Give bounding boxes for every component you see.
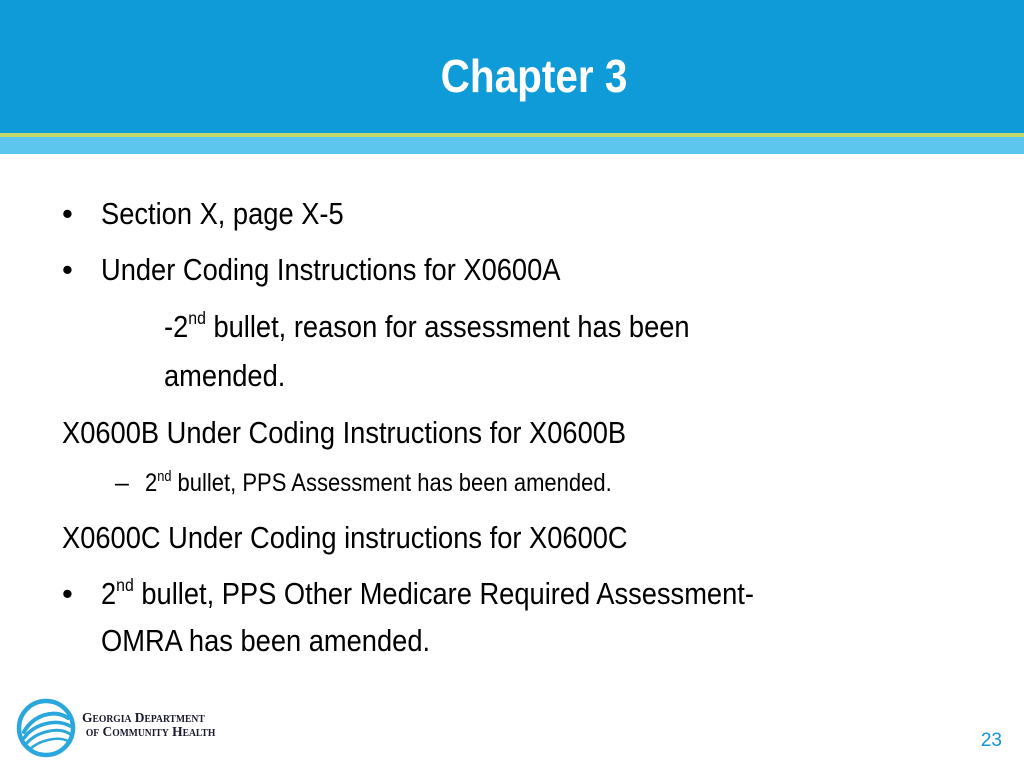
bullet-marker: •: [62, 576, 73, 611]
organization-name: [82, 712, 215, 740]
paragraph-x0600b: X0600B Under Coding Instructions for X0600B: [62, 415, 627, 450]
bullet-item-prefix: 2: [101, 576, 117, 611]
bullet-marker: •: [62, 196, 73, 231]
ordinal-suffix: nd: [157, 468, 172, 485]
organization-name-line2: of Community Health: [85, 725, 216, 740]
sub-item-text: bullet, PPS Assessment has been amended.: [171, 469, 612, 497]
sub-item-prefix: 2: [145, 469, 158, 497]
slide-title: Chapter 3: [440, 50, 628, 102]
bullet-item-omra: [101, 576, 754, 612]
page-number: 23: [980, 730, 1002, 751]
sub-item-x0600b-pps: [145, 468, 612, 498]
bullet-item-x0600a: Under Coding Instructions for X0600A: [101, 252, 561, 287]
ordinal-suffix: nd: [116, 575, 134, 596]
ordinal-suffix: nd: [188, 308, 206, 329]
bullet-item-section: Section X, page X-5: [101, 196, 344, 231]
sub-item-prefix: -2: [164, 309, 189, 344]
bullet-marker: •: [62, 252, 73, 287]
sub-item-text: bullet, reason for assessment has been: [205, 309, 690, 344]
georgia-dch-logo-icon: [14, 696, 78, 760]
bullet-item-text: bullet, PPS Other Medicare Required Assessment-: [133, 576, 754, 611]
dash-marker: –: [115, 469, 129, 497]
bullet-item-omra-continuation: OMRA has been amended.: [101, 623, 431, 658]
paragraph-x0600c: X0600C Under Coding instructions for X0600C: [62, 520, 628, 555]
organization-name-line1: Georgia Department: [82, 711, 205, 726]
sub-item-x0600a-continuation: amended.: [164, 358, 286, 393]
sub-item-x0600a-reason: [164, 309, 690, 345]
